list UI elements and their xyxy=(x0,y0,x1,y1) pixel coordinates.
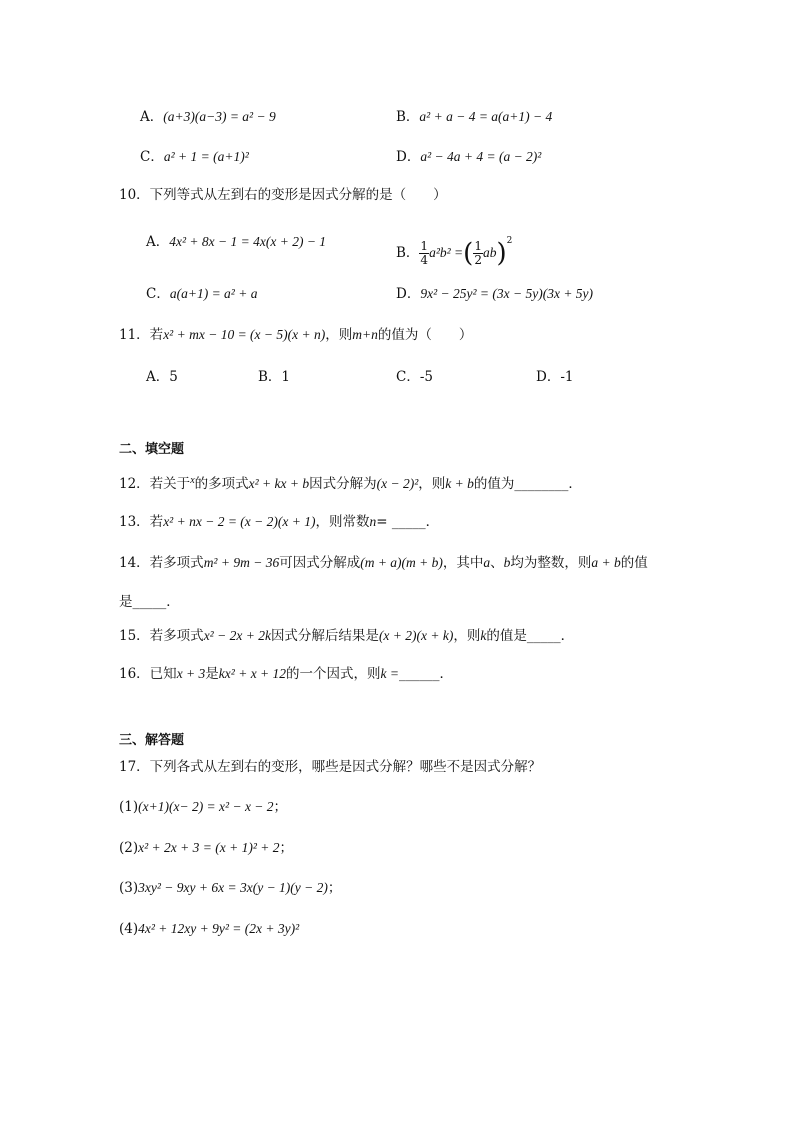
q15: 15．若多项式x² − 2x + 2k因式分解后结果是(x + 2)(x + k)，则k的值是_____． xyxy=(119,628,575,644)
q9-option-c: C．a² + 1 = (a+1)² xyxy=(140,149,249,165)
q11-option-d: D．-1 xyxy=(536,369,574,385)
q17-item-3: (3)3xy² − 9xy + 6x = 3x(y − 1)(y − 2)； xyxy=(119,880,342,896)
q9-option-a: A．(a+3)(a−3) = a² − 9 xyxy=(140,109,276,125)
q11-option-a: A．5 xyxy=(146,369,178,385)
q10-stem: 10．下列等式从左到右的变形是因式分解的是（ ） xyxy=(119,187,447,203)
q17-item-4: (4)4x² + 12xy + 9y² = (2x + 3y)² xyxy=(119,921,300,937)
q11-option-c: C．-5 xyxy=(396,369,433,385)
q14-line1: 14．若多项式m² + 9m − 36可因式分解成(m + a)(m + b)，其中a、b均为整数，则a + b的值 xyxy=(119,555,648,571)
q10-option-a: A．4x² + 8x − 1 = 4x(x + 2) − 1 xyxy=(146,234,327,250)
q12: 12．若关于$^x$的多项式x² + kx + b因式分解为(x − 2)²，则k + b的值为________． xyxy=(119,475,582,492)
fraction-one-half: $\frac{1}{2}$ xyxy=(474,239,482,267)
q17-stem: 17．下列各式从左到右的变形，哪些是因式分解？哪些不是因式分解？ xyxy=(119,759,542,775)
q9-option-d: D．a² − 4a + 4 = (a − 2)² xyxy=(396,149,542,165)
section-answer-title: 三、解答题 xyxy=(119,733,185,748)
q13: 13．若x² + nx − 2 = (x − 2)(x + 1)，则常数n= _____． xyxy=(119,514,440,530)
q10-option-b: B． $\frac{1}{4}$ a²b² =( $\frac{1}{2}$ ab)$^2$ xyxy=(396,236,513,269)
q11-stem: 11．若x² + mx − 10 = (x − 5)(x + n)，则m+n的值为（ ） xyxy=(119,327,473,343)
q16: 16．已知x + 3是kx² + x + 12的一个因式，则k =______． xyxy=(119,666,454,682)
q10-option-d: D．9x² − 25y² = (3x − 5y)(3x + 5y) xyxy=(396,286,594,302)
q11-option-b: B．1 xyxy=(258,369,291,385)
q17-item-2: (2)x² + 2x + 3 = (x + 1)² + 2； xyxy=(119,840,293,856)
q10-option-c: C．a(a+1) = a² + a xyxy=(146,286,258,302)
fraction-one-quarter: $\frac{1}{4}$ xyxy=(420,239,429,267)
q9-option-b: B．a² + a − 4 = a(a+1) − 4 xyxy=(396,109,553,125)
q14-line2: 是_____． xyxy=(119,594,180,610)
section-fill-in-title: 二、填空题 xyxy=(119,442,185,457)
q17-item-1: (1)(x+1)(x− 2) = x² − x − 2； xyxy=(119,799,288,815)
